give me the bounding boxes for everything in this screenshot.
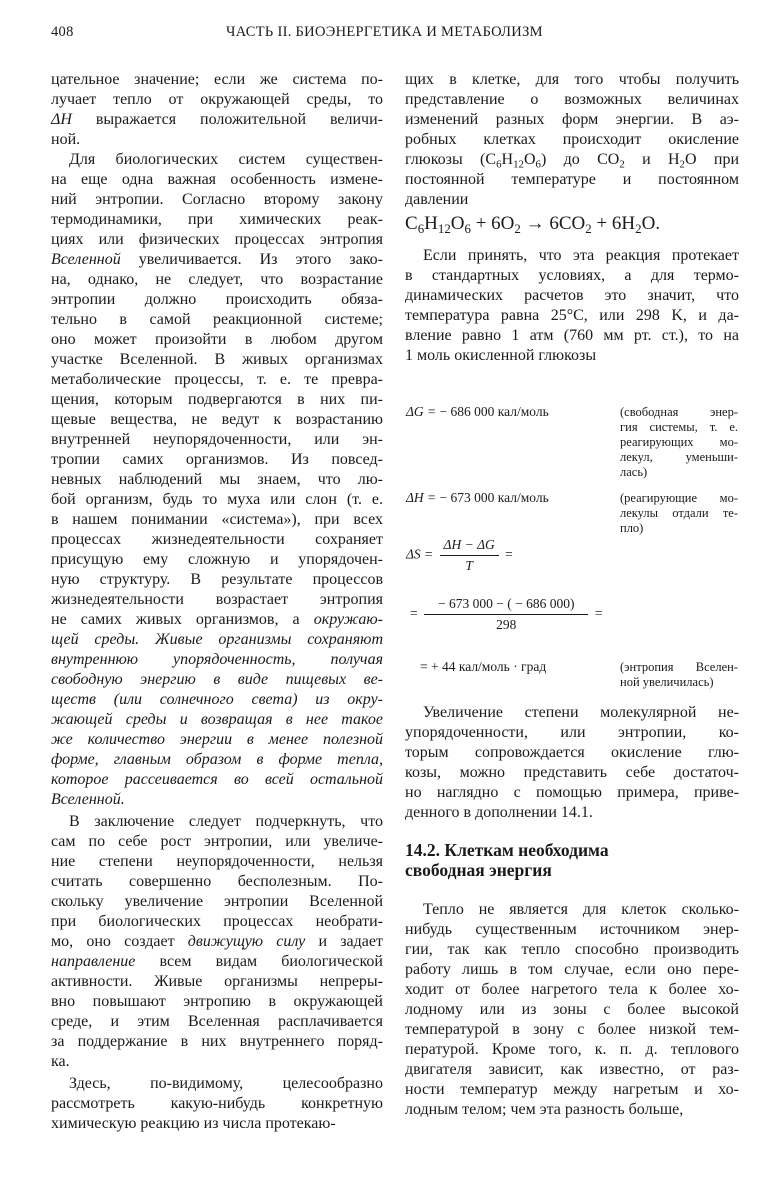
paragraph: [405, 703, 739, 823]
paragraph: [51, 1074, 383, 1134]
text-run: лодному или из зоны с более высокой: [405, 1001, 739, 1018]
text-line: [51, 230, 383, 250]
text-line: [405, 920, 739, 940]
text-run: H: [501, 151, 514, 168]
text-run: лодным телом; чем эта разность больше,: [405, 1101, 684, 1118]
paragraph: [51, 150, 383, 810]
text-run: энтропии должно происходить обяза-: [51, 291, 383, 308]
italic-run: ществ (или солнечного света) из окру-: [51, 691, 383, 708]
text-line: [51, 390, 383, 410]
text-run: Тепло не является для клеток сколько-: [423, 901, 739, 918]
text-line: [51, 330, 383, 350]
subscript: 2: [635, 220, 642, 236]
text-line: [51, 370, 383, 390]
text-run: вление равно 1 атм (760 мм рт. ст.), то на: [405, 327, 739, 344]
text-line: [405, 306, 739, 326]
italic-run: направление: [51, 953, 136, 970]
subscript: 2: [679, 158, 685, 171]
text-line: [51, 110, 383, 130]
text-run: ности температур между нагретым и хо-: [405, 1081, 739, 1098]
italic-run: щей среды. Живые организмы сохраняют: [51, 631, 383, 648]
text-run: Увеличение степени молекулярной не-: [423, 704, 739, 721]
text-line: [51, 670, 383, 690]
text-line: [405, 1060, 739, 1080]
text-line: [51, 1094, 383, 1114]
text-run: и H: [624, 151, 680, 168]
subscript: 2: [619, 158, 625, 171]
text-line: [405, 980, 739, 1000]
text-run: скольку увеличение энтропии Вселенной: [51, 893, 383, 910]
text-run: циях или физических процессах энтропия: [51, 231, 383, 248]
text-run: считать совершенно бесполезным. По-: [51, 873, 383, 890]
text-run: среде, и этим Вселенная расплачивается: [51, 1013, 383, 1030]
italic-run: жающей среды и возвращая в нее такое: [51, 711, 383, 728]
text-run: мо, оно создает: [51, 933, 188, 950]
text-run: в нашем понимании «система»), при всех: [51, 511, 383, 528]
text-run: ) до CO: [540, 151, 620, 168]
text-line: [51, 150, 383, 170]
text-line: [405, 190, 739, 210]
text-run: всем видам биологической: [135, 953, 383, 970]
text-line: [51, 710, 383, 730]
text-run: ний энтропии. Согласно второму закону: [51, 191, 383, 208]
text-line: [51, 430, 383, 450]
text-run: тропии самих организмов. Из повсед-: [51, 451, 383, 468]
text-line: [51, 912, 383, 932]
text-run: цательное значение; если же система по-: [51, 71, 383, 88]
text-run: выражается положительной величи-: [71, 111, 383, 128]
text-run: участке Вселенной. В живых организмах: [51, 351, 383, 368]
subscript: 6: [535, 158, 541, 171]
text-run: в стандартных условиях, а для термо-: [405, 267, 739, 284]
text-run: Здесь, по-видимому, целесообразно: [69, 1075, 383, 1092]
text-run: ной.: [51, 131, 81, 148]
italic-run: форме, главным образом в форме тепла,: [51, 751, 383, 768]
section-heading-line: 14.2. Клеткам необходима: [405, 840, 609, 860]
text-run: давлении: [405, 191, 469, 208]
italic-run: ΔH: [51, 111, 72, 128]
text-run: оно может произойти в любом другом: [51, 331, 383, 348]
text-run: козы, можно представить себе достаточ-: [405, 764, 739, 781]
section-heading-line: свободная энергия: [405, 860, 552, 880]
italic-run: свободную энергию в виде пищевых ве-: [51, 671, 383, 688]
text-line: [51, 350, 383, 370]
text-line: [51, 470, 383, 490]
text-line: [51, 1074, 383, 1094]
text-run: + 6O: [470, 213, 515, 234]
formula-result: = + 44 кал/моль · град: [420, 659, 547, 674]
gloss-line: гия системы, т. е.: [620, 420, 738, 434]
italic-run: окружаю-: [313, 611, 383, 628]
text-line: [405, 940, 739, 960]
text-line: [51, 570, 383, 590]
gloss-line: лась): [620, 465, 648, 479]
text-run: на, однако, не следует, что возрастание: [51, 271, 383, 288]
paragraph: [405, 70, 739, 210]
section-heading: [405, 840, 609, 880]
running-head: ЧАСТЬ II. БИОЭНЕРГЕТИКА И МЕТАБОЛИЗМ: [226, 24, 543, 40]
text-line: [51, 90, 383, 110]
subscript: 2: [585, 220, 592, 236]
denominator: 298: [496, 617, 517, 632]
text-line: [51, 1052, 383, 1072]
paragraph: [405, 900, 739, 1120]
text-line: [405, 90, 739, 110]
text-line: [405, 900, 739, 920]
subscript: 6: [464, 220, 471, 236]
gloss-line: лекул, уменьши-: [620, 450, 738, 464]
text-line: [51, 190, 383, 210]
text-run: денного в дополнении 14.1.: [405, 804, 593, 821]
reaction-equation: [405, 213, 660, 235]
text-line: [405, 1080, 739, 1100]
text-run: активности. Живые организмы непреры-: [51, 973, 383, 990]
text-run: процессах жизнедеятельности сохраняет: [51, 531, 383, 548]
text-run: не самих живых организмов, а: [51, 611, 314, 628]
text-run: вно повышают энтропию в окружающей: [51, 993, 383, 1010]
numerator: − 673 000 − ( − 686 000): [424, 596, 588, 615]
text-line: [51, 630, 383, 650]
paragraph: [405, 246, 739, 366]
fraction: [424, 596, 588, 633]
text-run: за поддержание в них внутреннего поряд-: [51, 1033, 383, 1050]
text-line: [51, 1012, 383, 1032]
subscript: 6: [417, 220, 425, 236]
text-run: В заключение следует подчеркнуть, что: [69, 813, 383, 830]
italic-run: внутреннюю упорядоченность, получая: [51, 651, 383, 668]
text-run: изменений разных форм энергии. В аэ-: [405, 111, 739, 128]
text-line: [51, 932, 383, 952]
text-run: двигателя зависит, как известно, от раз-: [405, 1061, 739, 1078]
text-line: [51, 1032, 383, 1052]
gloss-line: (свободная энер-: [620, 405, 738, 419]
formula-lhs: ΔH =: [406, 490, 440, 505]
subscript: 2: [514, 220, 521, 236]
text-line: [51, 750, 383, 770]
text-run: ную структуру. В результате процессов: [51, 571, 383, 588]
text-run: щих в клетке, для того чтобы получить: [405, 71, 739, 88]
text-run: бой организм, будь то муха или слон (т. е.: [51, 491, 383, 508]
text-run: сам по себе рост энтропии, или увеличе-: [51, 833, 383, 850]
text-line: [405, 346, 739, 366]
numerator: ΔH − ΔG: [440, 537, 499, 556]
text-line: [405, 743, 739, 763]
text-line: [405, 723, 739, 743]
text-line: [51, 730, 383, 750]
text-run: пературой. Кроме того, к. п. д. теплового: [405, 1041, 739, 1058]
text-line: [51, 650, 383, 670]
text-run: O: [450, 213, 465, 234]
text-run: увеличивается. Из этого зако-: [120, 251, 383, 268]
text-run: рассмотреть какую-нибудь конкретную: [51, 1095, 383, 1112]
formula-gloss: [620, 660, 738, 690]
formula-calculation: [410, 596, 602, 633]
text-line: [51, 290, 383, 310]
text-line: [405, 1020, 739, 1040]
gloss-line: лекулы отдали те-: [620, 506, 738, 520]
text-line: [51, 130, 383, 150]
text-line: [51, 770, 383, 790]
page-number: 408: [51, 24, 74, 40]
formula-value: − 673 000 кал/моль: [439, 490, 549, 505]
text-line: [51, 1114, 383, 1134]
text-run: + 6H: [591, 213, 636, 234]
text-run: торым сопровождается окисление глю-: [405, 744, 739, 761]
text-line: [51, 450, 383, 470]
italic-run: Вселенной: [51, 251, 121, 268]
text-line: [405, 70, 739, 90]
text-run: метаболические процессы, т. е. те превра-: [51, 371, 383, 388]
text-run: на еще одна важная особенность измене-: [51, 171, 383, 188]
text-line: [405, 326, 739, 346]
text-line: [405, 286, 739, 306]
formula-gloss: [620, 491, 738, 536]
text-run: температурой в зону с более низкой тем-: [405, 1021, 739, 1038]
text-line: [51, 170, 383, 190]
text-line: [51, 972, 383, 992]
subscript: 6: [496, 158, 502, 171]
text-line: [51, 70, 383, 90]
text-run: 1 моль окисленной глюкозы: [405, 347, 597, 364]
text-line: [51, 210, 383, 230]
text-run: гии, так как тепло способно производить: [405, 941, 739, 958]
text-line: [51, 250, 383, 270]
formula-gloss: [620, 405, 738, 480]
formula-lhs: =: [410, 605, 418, 621]
text-run: робных клетках происходит окисление: [405, 131, 739, 148]
text-line: [51, 270, 383, 290]
subscript: 12: [437, 220, 451, 236]
text-line: [405, 266, 739, 286]
text-line: [405, 170, 739, 190]
text-run: O.: [641, 213, 661, 234]
text-run: ходит от более нагретого тела к более хо-: [405, 981, 739, 998]
text-line: [51, 550, 383, 570]
text-run: H: [424, 213, 438, 234]
text-run: тельно в самой реакционной системе;: [51, 311, 383, 328]
text-line: [51, 490, 383, 510]
text-line: [51, 832, 383, 852]
text-line: [51, 992, 383, 1012]
text-line: [51, 510, 383, 530]
gloss-line: (реагирующие мо-: [620, 491, 738, 505]
text-line: [405, 803, 739, 823]
italic-run: движущую силу: [187, 933, 306, 950]
text-run: щевые вещества, не ведут к возрастанию: [51, 411, 383, 428]
formula-delta-s: [406, 537, 513, 574]
fraction: [440, 537, 499, 574]
paragraph: [51, 812, 383, 1072]
text-line: [405, 1100, 739, 1120]
text-run: ка.: [51, 1053, 70, 1070]
text-run: O при: [684, 151, 739, 168]
text-run: работу лишь в том случае, если оно пере-: [405, 961, 739, 978]
text-run: ние степени неупорядоченности, нельзя: [51, 853, 383, 870]
text-run: Если принять, что эта реакция протекает: [423, 247, 739, 264]
text-line: [405, 150, 739, 170]
text-run: → 6CO: [520, 213, 586, 234]
gloss-line: (энтропия Вселен-: [620, 660, 738, 674]
text-run: химическую реакцию из числа протекаю-: [51, 1115, 336, 1132]
text-line: [51, 812, 383, 832]
text-run: упорядоченности, или энтропии, ко-: [405, 724, 739, 741]
text-run: глюкозы (C: [405, 151, 497, 168]
text-line: [405, 763, 739, 783]
text-line: [51, 872, 383, 892]
text-line: [405, 1000, 739, 1020]
gloss-line: реагирующих мо-: [620, 435, 738, 449]
formula-delta-h: [406, 490, 549, 506]
text-run: C: [405, 213, 418, 234]
text-line: [405, 960, 739, 980]
text-run: динамических расчетов это значит, что: [405, 287, 739, 304]
text-run: термодинамики, при химических реак-: [51, 211, 383, 228]
formula-value: − 686 000 кал/моль: [439, 404, 549, 419]
italic-run: которое рассеивается во всей остальной: [51, 771, 383, 788]
italic-run: Вселенной.: [51, 791, 125, 808]
text-run: жизнедеятельности возрастает энтропия: [51, 591, 383, 608]
text-run: при биологических процессах необрати-: [51, 913, 383, 930]
text-run: Для биологических систем существен-: [69, 151, 383, 168]
text-line: [405, 1040, 739, 1060]
text-run: представление о возможных величинах: [405, 91, 739, 108]
formula-rhs: =: [505, 546, 513, 562]
text-line: [51, 310, 383, 330]
text-run: щения, которым подвергаются в них пи-: [51, 391, 383, 408]
text-line: [405, 130, 739, 150]
subscript: 12: [513, 158, 524, 171]
text-run: нибудь существенным источником энер-: [405, 921, 739, 938]
text-line: [51, 590, 383, 610]
formula-delta-g: [406, 404, 549, 420]
denominator: T: [465, 558, 473, 573]
text-line: [405, 246, 739, 266]
gloss-line: ной увеличилась): [620, 675, 714, 689]
text-line: [51, 410, 383, 430]
gloss-line: пло): [620, 521, 644, 535]
text-line: [405, 110, 739, 130]
text-line: [51, 610, 383, 630]
text-line: [51, 790, 383, 810]
paragraph: [51, 70, 383, 150]
text-run: O: [523, 151, 536, 168]
text-run: и задает: [305, 933, 383, 950]
text-run: присущую ему сложную и упорядочен-: [51, 551, 383, 568]
text-line: [51, 690, 383, 710]
text-line: [51, 530, 383, 550]
text-run: лучает тепло от окружающей среды, то: [51, 91, 383, 108]
text-line: [51, 952, 383, 972]
text-line: [51, 852, 383, 872]
formula-lhs: ΔG =: [406, 404, 440, 419]
text-run: температура равна 25°C, или 298 K, и да-: [405, 307, 740, 324]
text-run: но наглядно с помощью примера, приве-: [405, 784, 739, 801]
text-line: [405, 703, 739, 723]
text-run: невных наблюдений мы знаем, что лю-: [51, 471, 383, 488]
text-line: [51, 892, 383, 912]
italic-run: же количество энергии в менее полезной: [51, 731, 383, 748]
text-run: постоянной температуре и постоянном: [405, 171, 739, 188]
text-run: внутренней неупорядоченности, или эн-: [51, 431, 383, 448]
formula-rhs: =: [594, 605, 603, 621]
text-line: [405, 783, 739, 803]
formula-lhs: ΔS =: [406, 546, 434, 562]
